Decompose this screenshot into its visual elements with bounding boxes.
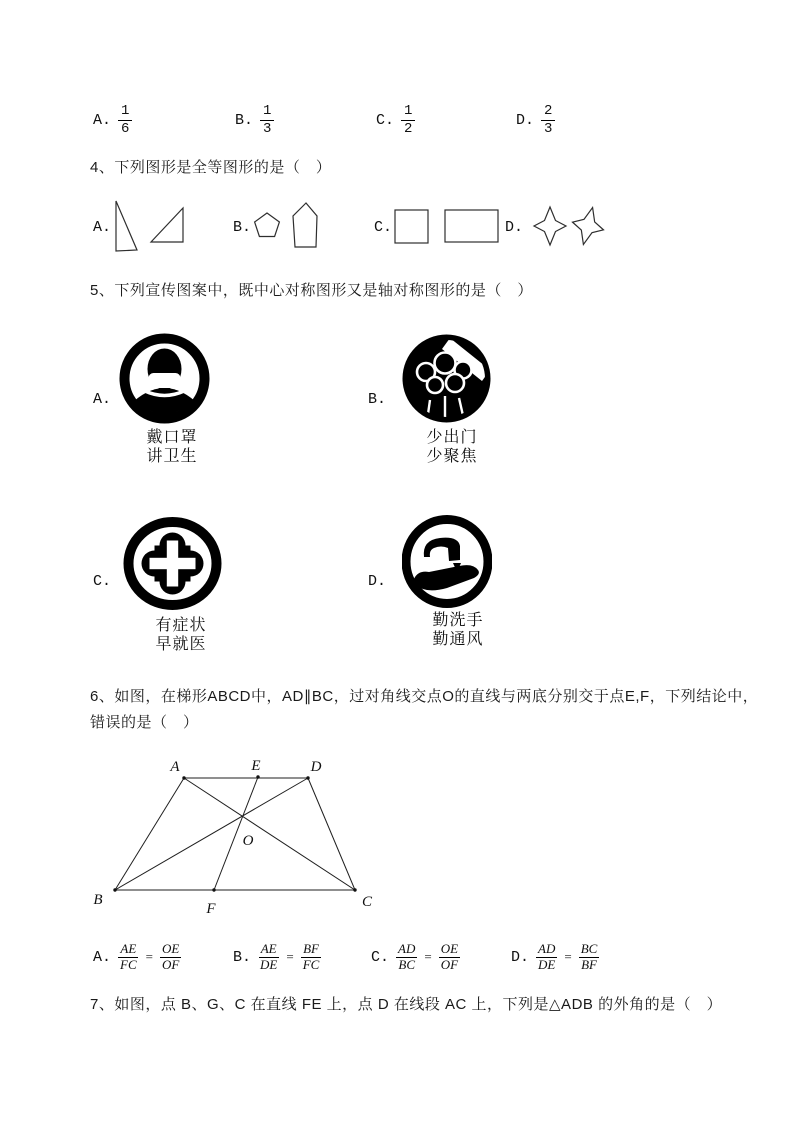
q5-caption-b	[397, 428, 507, 466]
crowd-icon	[400, 332, 493, 425]
point-label-O: O	[242, 833, 254, 849]
diagonal-AC	[184, 778, 355, 890]
q3-option-c	[376, 98, 415, 142]
option-label: C.	[376, 111, 395, 129]
mask-person-icon	[118, 332, 211, 425]
option-label: A.	[93, 111, 112, 129]
equals-sign: =	[424, 949, 432, 964]
ratio-fraction: $\frac{OE}{OF}$	[161, 941, 180, 972]
tall-right-triangle	[116, 201, 137, 251]
ratio-fraction: $\frac{AD}{BC}$	[398, 941, 416, 972]
caption-line: 少出门	[426, 429, 478, 446]
ratio-fraction: $\frac{BC}{BF}$	[580, 941, 598, 972]
vertex-label-D: D	[310, 759, 322, 775]
q4-option-b-label: B.	[233, 219, 252, 236]
q3-option-d	[516, 98, 555, 142]
q5-text: 5、下列宣传图案中，既中心对称图形又是轴对称图形的是（ ）	[90, 282, 533, 299]
q5-caption-d	[403, 611, 513, 649]
vertex-label-C: C	[361, 894, 373, 910]
segment-AB	[115, 778, 184, 890]
vertex-label-F: F	[206, 901, 216, 917]
equals-sign: =	[145, 949, 153, 964]
hand-washing-icon	[402, 515, 492, 608]
tall-pentagon	[293, 203, 317, 247]
q4-option-c-label: C.	[374, 219, 393, 236]
rectangle	[445, 210, 498, 242]
q6-option-d	[511, 935, 599, 979]
q6-option-c	[371, 935, 460, 979]
caption-line: 讲卫生	[146, 448, 198, 465]
q3-option-a	[93, 98, 132, 142]
option-label: C.	[371, 948, 390, 966]
equals-sign: =	[564, 949, 572, 964]
caption-line: 戴口罩	[146, 429, 198, 446]
q4-shapes-figure	[90, 195, 610, 261]
small-pentagon	[255, 213, 280, 237]
q5-option-d-label: D.	[368, 573, 387, 590]
square	[395, 210, 428, 243]
q3-option-b	[235, 98, 274, 142]
ratio-fraction: $\frac{AD}{DE}$	[538, 941, 556, 972]
segment-DC	[308, 778, 355, 890]
q4-text: 4、下列图形是全等图形的是（ ）	[90, 159, 332, 176]
q7-text: 7、如图，点 B、G、C 在直线 FE 上，点 D 在线段 AC 上，下列是△ADB 的外角的是（ ）	[90, 996, 723, 1013]
q5-option-a-label: A.	[93, 391, 112, 408]
option-label: B.	[235, 111, 254, 129]
q6-option-a	[93, 935, 181, 979]
q6-text-line1: 6、如图，在梯形ABCD中，AD∥BC，过对角线交点O的直线与两底分别交于点E,F，下列结论中，	[90, 688, 759, 705]
vertex-label-A: A	[170, 759, 180, 775]
q5-option-c-label: C.	[93, 573, 112, 590]
diagonal-BD	[115, 778, 308, 890]
caption-line: 有症状	[155, 617, 207, 634]
wide-right-triangle	[151, 208, 183, 242]
q5-caption-c	[126, 616, 236, 654]
fraction-one-sixth: $\frac{1}{6}$	[118, 103, 132, 136]
ratio-fraction: $\frac{AE}{FC}$	[120, 941, 137, 972]
option-label: A.	[93, 948, 112, 966]
ratio-fraction: $\frac{OE}{OF}$	[440, 941, 459, 972]
trapezoid-figure	[85, 750, 385, 920]
caption-line: 少聚焦	[426, 448, 478, 465]
q6-option-b	[233, 935, 321, 979]
caption-line: 勤通风	[432, 631, 484, 648]
fraction-one-third: $\frac{1}{3}$	[260, 103, 274, 136]
ratio-fraction: $\frac{AE}{DE}$	[260, 941, 278, 972]
vertex-label-B: B	[93, 892, 103, 908]
equals-sign: =	[286, 949, 294, 964]
caption-line: 勤洗手	[432, 612, 484, 629]
caption-line: 早就医	[155, 636, 207, 653]
vertex-label-E: E	[251, 758, 261, 774]
q5-option-b-label: B.	[368, 391, 387, 408]
four-pointed-star-tilted	[568, 204, 608, 249]
q6-text-line2: 错误的是（ ）	[90, 714, 199, 731]
fraction-two-thirds: $\frac{2}{3}$	[541, 103, 555, 136]
q5-caption-a	[117, 428, 227, 466]
option-label: D.	[511, 948, 530, 966]
option-label: B.	[233, 948, 252, 966]
medical-cross-icon	[123, 517, 222, 610]
four-pointed-star	[534, 207, 566, 245]
q4-option-a-label: A.	[93, 219, 112, 236]
fraction-one-half: $\frac{1}{2}$	[401, 103, 415, 136]
ratio-fraction: $\frac{BF}{FC}$	[302, 941, 320, 972]
q4-option-d-label: D.	[505, 219, 524, 236]
option-label: D.	[516, 111, 535, 129]
